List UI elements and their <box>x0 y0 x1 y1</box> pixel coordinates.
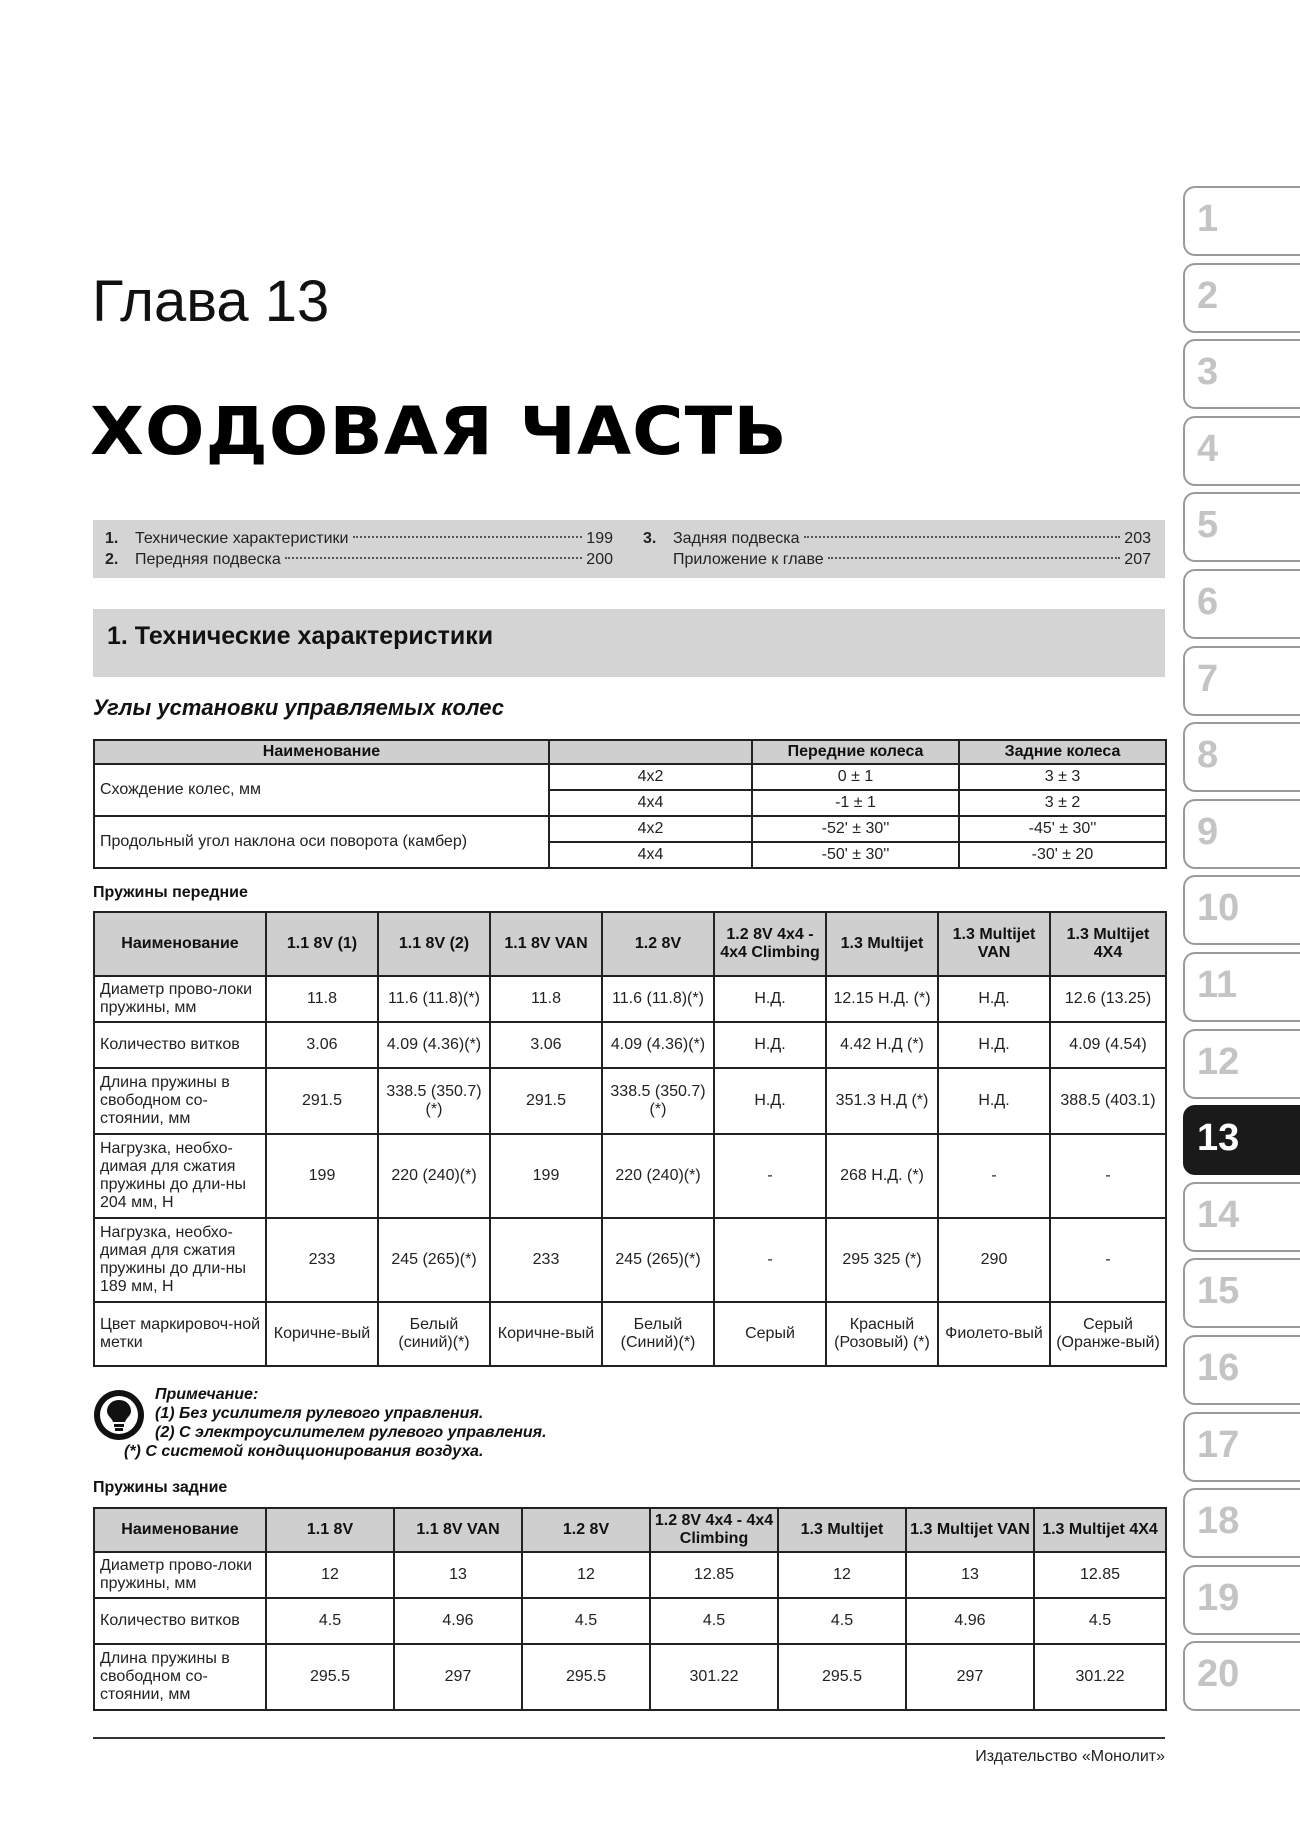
table-cell: 0 ± 1 <box>752 764 959 790</box>
table-cell: - <box>938 1134 1050 1218</box>
table-cell: 295 325 (*) <box>826 1218 938 1302</box>
column-header: 1.3 Multijet <box>826 912 938 976</box>
chapter-tab-label: 10 <box>1197 887 1240 930</box>
table-cell: Серый <box>714 1302 826 1366</box>
row-label: Длина пружины в свободном со-стоянии, мм <box>94 1068 266 1134</box>
row-label: Количество витков <box>94 1598 266 1644</box>
table-row <box>94 1302 1166 1366</box>
table-row <box>94 976 1166 1022</box>
toc-leader <box>285 557 582 559</box>
table-cell: 199 <box>490 1134 602 1218</box>
table-cell: 4.5 <box>1034 1598 1166 1644</box>
toc-entry[interactable] <box>643 528 1151 549</box>
chapter-tab-4[interactable] <box>1183 416 1300 486</box>
row-label: Схождение колес, мм <box>94 764 549 816</box>
note-line: (*) С системой кондиционирования воздуха. <box>124 1443 484 1460</box>
table-cell: 290 <box>938 1218 1050 1302</box>
table-cell: 338.5 (350.7)(*) <box>378 1068 490 1134</box>
chapter-tab-13[interactable] <box>1183 1105 1300 1175</box>
table-cell: Н.Д. <box>938 976 1050 1022</box>
column-header: 1.3 Multijet VAN <box>938 912 1050 976</box>
chapter-tab-9[interactable] <box>1183 799 1300 869</box>
toc-number: 2. <box>105 551 119 568</box>
chapter-tab-label: 7 <box>1197 657 1219 700</box>
toc-text: Приложение к главе <box>673 551 824 568</box>
table-cell: 12.85 <box>650 1552 778 1598</box>
table-cell: 3 ± 2 <box>959 790 1166 816</box>
toc-page: 203 <box>1124 530 1151 547</box>
table-cell: 295.5 <box>266 1644 394 1710</box>
column-header: 1.3 Multijet 4X4 <box>1034 1508 1166 1552</box>
table-cell: 351.3 Н.Д (*) <box>826 1068 938 1134</box>
row-label: Нагрузка, необхо-димая для сжатия пружины до дли-ны 189 мм, Н <box>94 1218 266 1302</box>
column-header: 1.2 8V <box>602 912 714 976</box>
chapter-tab-label: 12 <box>1197 1040 1240 1083</box>
table-of-contents <box>93 520 1165 578</box>
column-header: Наименование <box>94 912 266 976</box>
chapter-tab-16[interactable] <box>1183 1335 1300 1405</box>
column-header: 1.3 Multijet <box>778 1508 906 1552</box>
table-cell: -45' ± 30'' <box>959 816 1166 842</box>
table-row <box>94 1068 1166 1134</box>
table-cell: 233 <box>266 1218 378 1302</box>
chapter-tab-5[interactable] <box>1183 492 1300 562</box>
table-row <box>94 1644 1166 1710</box>
chapter-tab-3[interactable] <box>1183 339 1300 409</box>
toc-leader <box>353 536 583 538</box>
table-cell: Фиолето-вый <box>938 1302 1050 1366</box>
note-block <box>93 1385 793 1461</box>
table-cell: Н.Д. <box>714 1022 826 1068</box>
note-title: Примечание: <box>155 1386 259 1403</box>
chapter-tab-label: 2 <box>1197 274 1219 317</box>
row-label: Диаметр прово-локи пружины, мм <box>94 976 266 1022</box>
table-cell: 4.5 <box>650 1598 778 1644</box>
table-cell: 295.5 <box>522 1644 650 1710</box>
front-springs-table <box>93 911 1167 1367</box>
chapter-tab-label: 8 <box>1197 734 1219 777</box>
chapter-tab-label: 1 <box>1197 198 1219 240</box>
chapter-tab-6[interactable] <box>1183 569 1300 639</box>
table-cell: Белый (Синий)(*) <box>602 1302 714 1366</box>
column-header: 1.1 8V (2) <box>378 912 490 976</box>
table-row <box>94 764 1166 790</box>
table-cell: 4.96 <box>906 1598 1034 1644</box>
chapter-tab-2[interactable] <box>1183 263 1300 333</box>
note-line: (2) С электроусилителем рулевого управления. <box>155 1424 547 1441</box>
table-cell: 11.8 <box>266 976 378 1022</box>
chapter-tab-20[interactable] <box>1183 1641 1300 1711</box>
column-header <box>549 740 752 764</box>
table-row <box>94 1134 1166 1218</box>
chapter-tab-10[interactable] <box>1183 875 1300 945</box>
table-row <box>94 816 1166 842</box>
toc-page: 200 <box>586 551 613 568</box>
row-label: Цвет маркировоч-ной метки <box>94 1302 266 1366</box>
table-cell: -50' ± 30'' <box>752 842 959 868</box>
table-cell: 11.6 (11.8)(*) <box>378 976 490 1022</box>
chapter-tab-label: 9 <box>1197 810 1219 853</box>
chapter-tab-label: 3 <box>1197 351 1219 394</box>
rear-springs-heading: Пружины задние <box>93 1479 228 1496</box>
table-cell: 220 (240)(*) <box>378 1134 490 1218</box>
note-line: (1) Без усилителя рулевого управления. <box>155 1405 484 1422</box>
chapter-tab-1[interactable] <box>1183 186 1300 256</box>
table-cell: -30' ± 20 <box>959 842 1166 868</box>
angles-heading: Углы установки управляемых колес <box>93 695 505 720</box>
table-cell: - <box>1050 1218 1166 1302</box>
row-label: Длина пружины в свободном со-стоянии, мм <box>94 1644 266 1710</box>
table-cell: Коричне-вый <box>266 1302 378 1366</box>
chapter-label: Глава 13 <box>92 269 330 334</box>
table-cell: 301.22 <box>1034 1644 1166 1710</box>
table-cell: 12 <box>522 1552 650 1598</box>
row-label: Количество витков <box>94 1022 266 1068</box>
toc-entry[interactable] <box>105 549 613 570</box>
table-cell: 245 (265)(*) <box>378 1218 490 1302</box>
table-cell: 12 <box>778 1552 906 1598</box>
table-row <box>94 1552 1166 1598</box>
table-cell: 3.06 <box>266 1022 378 1068</box>
table-cell: 13 <box>906 1552 1034 1598</box>
table-cell: 4x2 <box>549 764 752 790</box>
table-cell: -1 ± 1 <box>752 790 959 816</box>
column-header: 1.1 8V VAN <box>394 1508 522 1552</box>
chapter-tab-label: 19 <box>1197 1576 1240 1619</box>
column-header: 1.2 8V <box>522 1508 650 1552</box>
table-cell: Белый (синий)(*) <box>378 1302 490 1366</box>
table-cell: Красный (Розовый) (*) <box>826 1302 938 1366</box>
table-cell: 4.09 (4.36)(*) <box>602 1022 714 1068</box>
table-cell: Коричне-вый <box>490 1302 602 1366</box>
rear-springs-table <box>93 1507 1167 1711</box>
chapter-tab-label: 6 <box>1197 581 1219 623</box>
column-header: 1.1 8V <box>266 1508 394 1552</box>
table-cell: 301.22 <box>650 1644 778 1710</box>
table-cell: 268 Н.Д. (*) <box>826 1134 938 1218</box>
table-cell: 199 <box>266 1134 378 1218</box>
toc-number: 1. <box>105 530 119 547</box>
table-row <box>94 1218 1166 1302</box>
table-cell: 4x2 <box>549 816 752 842</box>
column-header: Задние колеса <box>959 740 1166 764</box>
table-cell: - <box>1050 1134 1166 1218</box>
table-cell: 13 <box>394 1552 522 1598</box>
wheel-alignment-table <box>93 739 1167 869</box>
publisher-name: Издательство «Монолит» <box>975 1748 1165 1765</box>
chapter-tab-label: 14 <box>1197 1193 1240 1236</box>
table-cell: 12.85 <box>1034 1552 1166 1598</box>
table-cell: 4.09 (4.36)(*) <box>378 1022 490 1068</box>
table-cell: Н.Д. <box>714 976 826 1022</box>
table-cell: 4.5 <box>266 1598 394 1644</box>
chapter-tab-15[interactable] <box>1183 1258 1300 1328</box>
toc-entry[interactable] <box>643 549 1151 570</box>
table-cell: 4.5 <box>522 1598 650 1644</box>
table-cell: 4.09 (4.54) <box>1050 1022 1166 1068</box>
chapter-tab-19[interactable] <box>1183 1565 1300 1635</box>
column-header: 1.3 Multijet VAN <box>906 1508 1034 1552</box>
lightbulb-icon <box>93 1389 145 1441</box>
table-cell: - <box>714 1218 826 1302</box>
table-cell: 12 <box>266 1552 394 1598</box>
table-cell: 245 (265)(*) <box>602 1218 714 1302</box>
column-header: Передние колеса <box>752 740 959 764</box>
chapter-title: ХОДОВАЯ ЧАСТЬ <box>90 393 788 470</box>
table-cell: 297 <box>394 1644 522 1710</box>
chapter-tab-label: 13 <box>1197 1117 1240 1160</box>
chapter-tab-label: 18 <box>1197 1500 1240 1543</box>
table-cell: 291.5 <box>266 1068 378 1134</box>
table-cell: 233 <box>490 1218 602 1302</box>
table-cell: 11.6 (11.8)(*) <box>602 976 714 1022</box>
section-header <box>93 609 1165 677</box>
table-cell: Н.Д. <box>714 1068 826 1134</box>
chapter-tab-label: 20 <box>1197 1653 1240 1696</box>
table-cell: 297 <box>906 1644 1034 1710</box>
table-row <box>94 1022 1166 1068</box>
chapter-tab-14[interactable] <box>1183 1182 1300 1252</box>
column-header: 1.1 8V VAN <box>490 912 602 976</box>
toc-text: Задняя подвеска <box>673 530 800 547</box>
section-title: 1. Технические характеристики <box>107 622 494 650</box>
table-cell: 3.06 <box>490 1022 602 1068</box>
chapter-tab-17[interactable] <box>1183 1412 1300 1482</box>
table-cell: Серый (Оранже-вый) <box>1050 1302 1166 1366</box>
toc-leader <box>828 557 1121 559</box>
table-row <box>94 1598 1166 1644</box>
table-cell: 4.5 <box>778 1598 906 1644</box>
table-cell: 220 (240)(*) <box>602 1134 714 1218</box>
table-cell: 12.6 (13.25) <box>1050 976 1166 1022</box>
chapter-tab-8[interactable] <box>1183 722 1300 792</box>
table-cell: 4x4 <box>549 790 752 816</box>
row-label: Диаметр прово-локи пружины, мм <box>94 1552 266 1598</box>
table-cell: 291.5 <box>490 1068 602 1134</box>
chapter-tab-label: 16 <box>1197 1347 1240 1389</box>
toc-page: 207 <box>1124 551 1151 568</box>
table-cell: 4x4 <box>549 842 752 868</box>
table-cell: Н.Д. <box>938 1022 1050 1068</box>
footer-divider <box>93 1737 1165 1739</box>
toc-page: 199 <box>586 530 613 547</box>
table-cell: Н.Д. <box>938 1068 1050 1134</box>
toc-text: Передняя подвеска <box>135 551 281 568</box>
table-cell: 4.96 <box>394 1598 522 1644</box>
column-header: Наименование <box>94 740 549 764</box>
chapter-tab-11[interactable] <box>1183 952 1300 1022</box>
chapter-tab-label: 17 <box>1197 1423 1240 1466</box>
table-cell: 12.15 Н.Д. (*) <box>826 976 938 1022</box>
chapter-tab-label: 4 <box>1197 427 1219 470</box>
table-cell: - <box>714 1134 826 1218</box>
table-cell: 338.5 (350.7)(*) <box>602 1068 714 1134</box>
toc-entry[interactable] <box>105 528 613 549</box>
column-header: 1.2 8V 4x4 - 4x4 Climbing <box>714 912 826 976</box>
column-header: Наименование <box>94 1508 266 1552</box>
chapter-tab-label: 5 <box>1197 504 1219 547</box>
column-header: 1.1 8V (1) <box>266 912 378 976</box>
table-cell: -52' ± 30'' <box>752 816 959 842</box>
toc-text: Технические характеристики <box>135 530 349 547</box>
toc-leader <box>804 536 1121 538</box>
column-header: 1.2 8V 4x4 - 4x4 Climbing <box>650 1508 778 1552</box>
chapter-tab-18[interactable] <box>1183 1488 1300 1558</box>
chapter-tab-label: 15 <box>1197 1270 1240 1313</box>
chapter-tab-7[interactable] <box>1183 646 1300 716</box>
column-header: 1.3 Multijet 4X4 <box>1050 912 1166 976</box>
table-cell: 388.5 (403.1) <box>1050 1068 1166 1134</box>
front-springs-heading: Пружины передние <box>93 884 248 901</box>
row-label: Продольный угол наклона оси поворота (камбер) <box>94 816 549 868</box>
row-label: Нагрузка, необхо-димая для сжатия пружины до дли-ны 204 мм, Н <box>94 1134 266 1218</box>
table-cell: 11.8 <box>490 976 602 1022</box>
table-cell: 295.5 <box>778 1644 906 1710</box>
chapter-tab-label: 11 <box>1197 964 1238 1006</box>
table-cell: 4.42 Н.Д (*) <box>826 1022 938 1068</box>
chapter-tab-12[interactable] <box>1183 1029 1300 1099</box>
table-cell: 3 ± 3 <box>959 764 1166 790</box>
toc-number: 3. <box>643 530 657 547</box>
